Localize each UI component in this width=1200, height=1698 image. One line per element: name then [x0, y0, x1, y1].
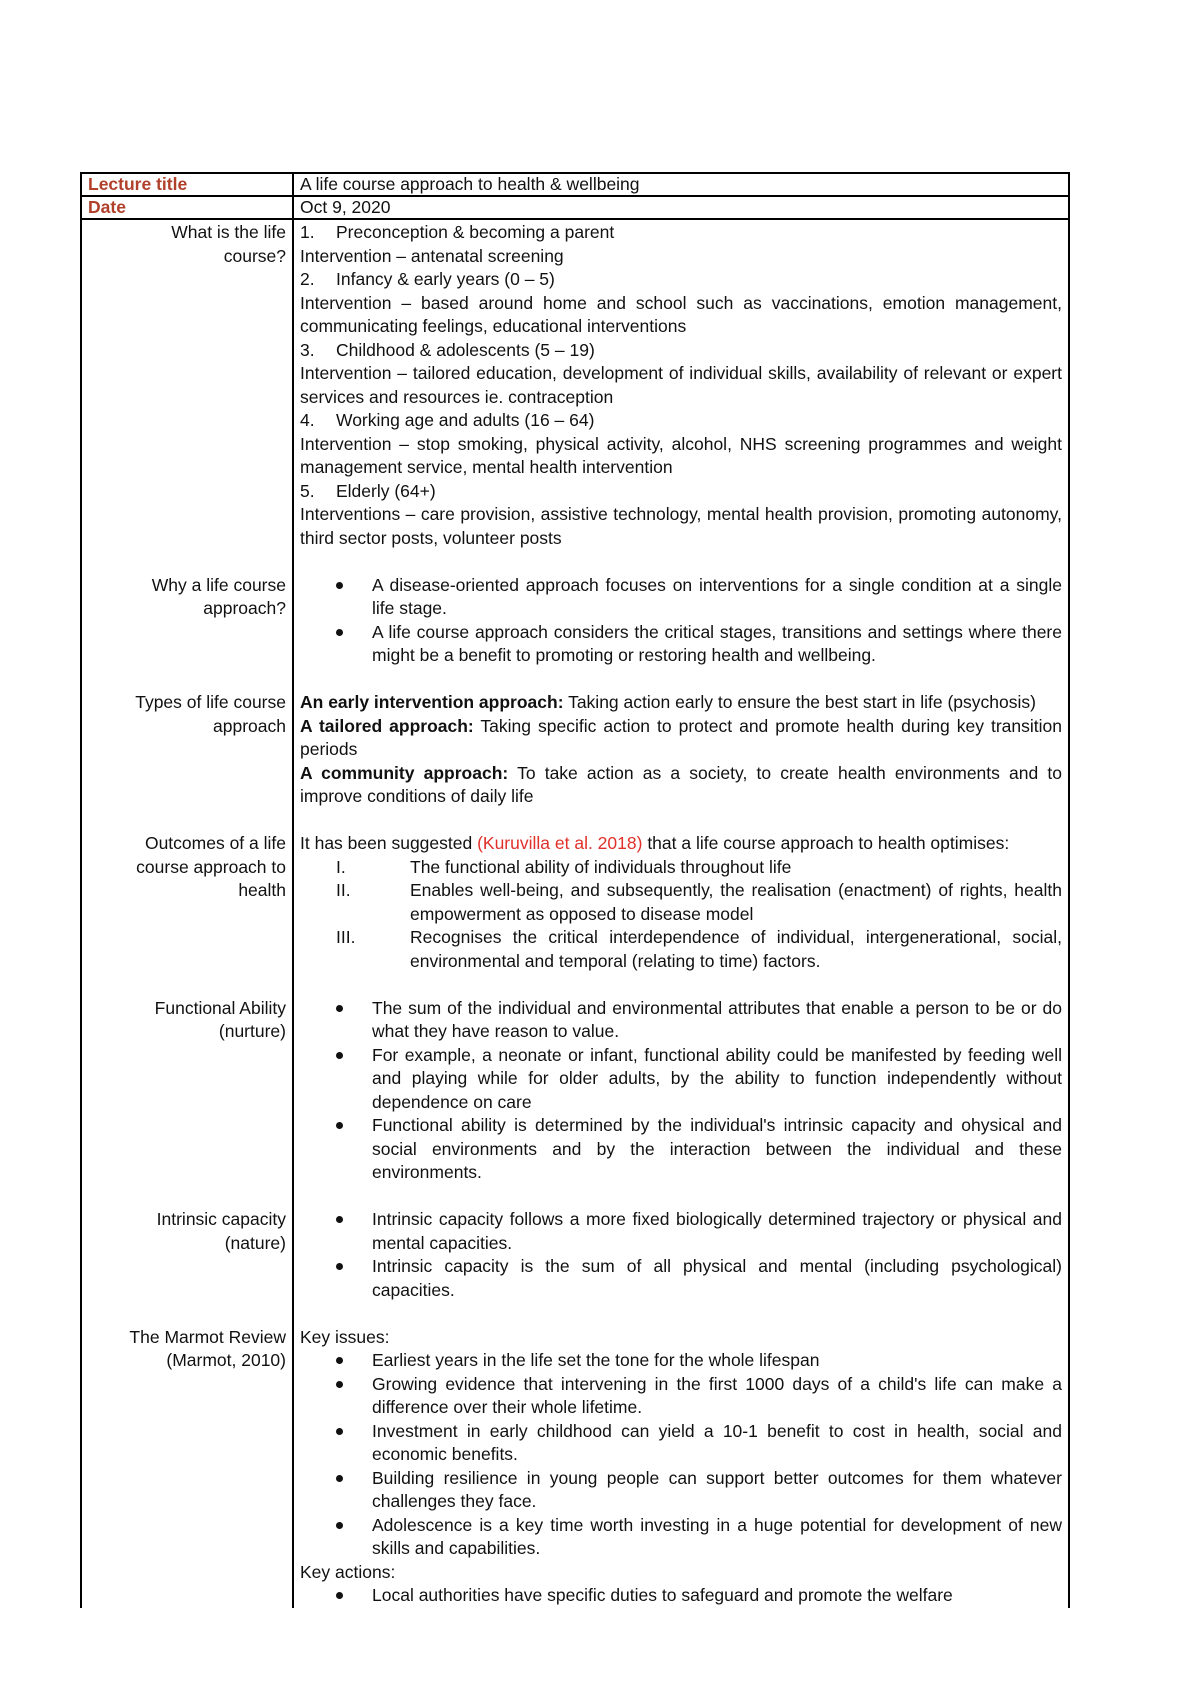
intervention-text: Intervention – stop smoking, physical activity, alcohol, NHS screening programmes and weight management service, mental health intervention	[300, 433, 1062, 477]
intervention-text: Interventions – care provision, assistive technology, mental health provision, promoting autonomy, third sector posts, volunteer posts	[300, 504, 1062, 548]
list-item: Earliest years in the life set the tone for the whole lifespan	[300, 1349, 1062, 1373]
marmot-review-label: The Marmot Review (Marmot, 2010)	[129, 1326, 286, 1370]
outcomes-intro: It has been suggested (Kuruvilla et al. 2018) that a life course approach to health optimises:	[300, 833, 1010, 853]
functional-ability-label: Functional Ability (nurture)	[154, 997, 286, 1041]
list-item: A life course approach considers the critical stages, transitions and settings where there might be a benefit to promoting or restoring health and wellbeing.	[300, 621, 1062, 668]
types-content	[300, 691, 1062, 809]
list-item: A disease-oriented approach focuses on interventions for a single condition at a single life stage.	[300, 574, 1062, 621]
date-value: Oct 9, 2020	[293, 196, 1069, 219]
date-label: Date	[81, 196, 293, 219]
types-label: Types of life course approach	[135, 692, 286, 736]
list-item: 5. Elderly (64+)	[300, 480, 436, 501]
list-item: 1. Preconception & becoming a parent	[300, 222, 615, 242]
life-course-label: What is the life course?	[171, 222, 286, 266]
why-content	[300, 574, 1062, 668]
list-item: Intrinsic capacity follows a more fixed biologically determined trajectory or physical and mental capacities.	[300, 1208, 1062, 1255]
list-item: Adolescence is a key time worth investing in a huge potential for development of new skills and capabilities.	[300, 1514, 1062, 1561]
content-column	[293, 219, 1069, 1608]
intervention-text: Intervention – antenatal screening	[300, 245, 564, 266]
key-issues-heading: Key issues:	[300, 1326, 390, 1347]
marmot-review-content	[300, 1326, 1062, 1608]
key-issues-list	[300, 1349, 1062, 1561]
why-bullets	[300, 574, 1062, 668]
date-row	[81, 196, 1069, 219]
outcomes-content	[300, 832, 1062, 973]
list-item: Intrinsic capacity is the sum of all physical and mental (including psychological) capacities.	[300, 1255, 1062, 1302]
intrinsic-capacity-content	[300, 1208, 1062, 1302]
type-item: An early intervention approach: Taking action early to ensure the best start in life (psychosis)	[300, 692, 1036, 712]
key-actions-list	[300, 1584, 1062, 1608]
type-item: A community approach: To take action as a society, to create health environments and to improve conditions of daily life	[300, 762, 1062, 806]
list-item: 3. Childhood & adolescents (5 – 19)	[300, 339, 595, 360]
topics-column	[81, 219, 293, 1608]
list-item: 4. Working age and adults (16 – 64)	[300, 410, 595, 430]
life-course-content	[300, 221, 1062, 550]
intervention-text: Intervention – based around home and school such as vaccinations, emotion management, communicating feelings, educational interventions	[300, 292, 1062, 336]
lecture-title-label: Lecture title	[81, 173, 293, 196]
type-item: A tailored approach: Taking specific action to protect and promote health during key transition periods	[300, 715, 1062, 759]
functional-ability-content	[300, 997, 1062, 1185]
list-item: For example, a neonate or infant, functional ability could be manifested by feeding well and playing while for older adults, by the ability to function independently without dependence on care	[300, 1044, 1062, 1115]
list-item: Building resilience in young people can support better outcomes for them whatever challenges they face.	[300, 1467, 1062, 1514]
list-item: Investment in early childhood can yield a 10-1 benefit to cost in health, social and economic benefits.	[300, 1420, 1062, 1467]
list-item: Local authorities have specific duties to safeguard and promote the welfare	[300, 1584, 1062, 1608]
list-item: The sum of the individual and environmental attributes that enable a person to be or do what they have reason to value.	[300, 997, 1062, 1044]
key-actions-heading: Key actions:	[300, 1561, 396, 1582]
lecture-notes-table	[80, 172, 1070, 1608]
why-label: Why a life course approach?	[151, 574, 286, 618]
lecture-title-value: A life course approach to health & wellbeing	[293, 173, 1069, 196]
list-item: II. Enables well-being, and subsequently, the realisation (enactment) of rights, health empowerment as opposed to disease model	[336, 880, 1062, 924]
list-item: 2. Infancy & early years (0 – 5)	[300, 269, 555, 289]
list-item: Growing evidence that intervening in the first 1000 days of a child's life can make a difference over their whole lifetime.	[300, 1373, 1062, 1420]
citation-link: (Kuruvilla et al. 2018)	[477, 833, 643, 853]
intrinsic-bullets	[300, 1208, 1062, 1302]
list-item: Functional ability is determined by the individual's intrinsic capacity and ohysical and social environments and by the interaction between the individual and these environments.	[300, 1114, 1062, 1185]
list-item: III. Recognises the critical interdependence of individual, intergenerational, social, environmental and temporal (relating to time) factors.	[336, 927, 1062, 971]
outcomes-label: Outcomes of a life course approach to health	[136, 833, 286, 900]
list-item: I. The functional ability of individuals throughout life	[336, 856, 792, 877]
functional-bullets	[300, 997, 1062, 1185]
intrinsic-capacity-label: Intrinsic capacity (nature)	[156, 1209, 286, 1253]
intervention-text: Intervention – tailored education, development of individual skills, availability of relevant or expert services and resources ie. contraception	[300, 363, 1062, 407]
notes-body-row	[81, 219, 1069, 1608]
lecture-title-row	[81, 173, 1069, 196]
